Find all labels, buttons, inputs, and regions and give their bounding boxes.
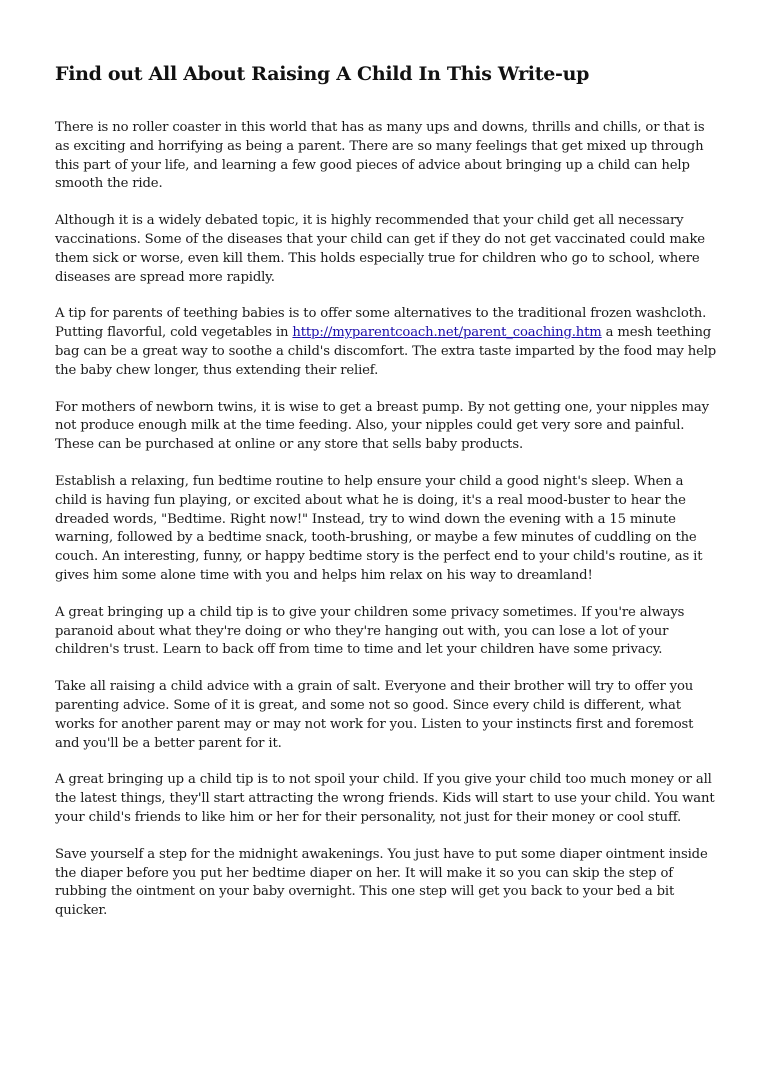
paragraph-teething	[55, 305, 717, 380]
parent-coaching-link[interactable]: http://myparentcoach.net/parent_coaching.htm	[292, 325, 602, 341]
paragraph-breast-pump: For mothers of newborn twins, it is wise to get a breast pump. By not getting one, your nipples may not produce enough milk at the time feeding. Also, your nipples could get very sore and painful. These can be purchased at online or any store that sells baby products.	[55, 399, 709, 453]
teething-text-after-link: a mesh teething bag can be a great way to soothe a child's discomfort. The extra taste imparted by the food may help the baby chew longer, thus extending their relief.	[55, 325, 717, 378]
paragraph-bedtime-routine: Establish a relaxing, fun bedtime routine to help ensure your child a good night's sleep. When a child is having fun playing, or excited about what he is doing, it's a real mood-buster to hear the dreaded words, "Bedtime. Right now!" Instead, try to wind down the evening with a 15 minute warning, followed by a bedtime snack, tooth-brushing, or maybe a few minutes of cuddling on the couch. An interesting, funny, or happy bedtime story is the perfect end to your child's routine, as it gives him some alone time with you and helps him relax on his way to dreamland!	[55, 473, 703, 583]
paragraph-diaper-ointment: Save yourself a step for the midnight awakenings. You just have to put some diaper ointment inside the diaper before you put her bedtime diaper on her. It will make it so you can skip the step of rubbing the ointment on your baby overnight. This one step will get you back to your bed a bit quicker.	[55, 846, 708, 919]
paragraph-privacy: A great bringing up a child tip is to give your children some privacy sometimes. If you're always paranoid about what they're doing or who they're hanging out with, you can lose a lot of your children's trust. Learn to back off from time to time and let your children have some privacy.	[55, 604, 685, 658]
paragraph-vaccinations: Although it is a widely debated topic, it is highly recommended that your child get all necessary vaccinations. Some of the diseases that your child can get if they do not get vaccinated could make them sick or worse, even kill them. This holds especially true for children who go to school, where diseases are spread more rapidly.	[55, 213, 705, 285]
document-title: Find out All About Raising A Child In This Write-up	[55, 63, 590, 85]
paragraph-dont-spoil: A great bringing up a child tip is to not spoil your child. If you give your child too much money or all the latest things, they'll start attracting the wrong friends. Kids will start to use your child. You want your child's friends to like him or her for their personality, not just for their money or cool stuff.	[55, 772, 715, 825]
paragraph-roller-coaster: There is no roller coaster in this world that has as many ups and downs, thrills and chills, or that is as exciting and horrifying as being a parent. There are so many feelings that get mixed up through this part of your life, and learning a few good pieces of advice about bringing up a child can help smooth the ride.	[55, 120, 705, 192]
teething-text-before-link: A tip for parents of teething babies is to offer some alternatives to the traditional frozen washcloth. Putting flavorful, cold vegetables in	[55, 306, 707, 341]
document-page	[55, 62, 717, 939]
paragraph-advice-grain-of-salt: Take all raising a child advice with a grain of salt. Everyone and their brother will try to offer you parenting advice. Some of it is great, and some not so good. Since every child is different, what works for another parent may or may not work for you. Listen to your instincts first and foremost and you'll be a better parent for it.	[55, 679, 694, 751]
